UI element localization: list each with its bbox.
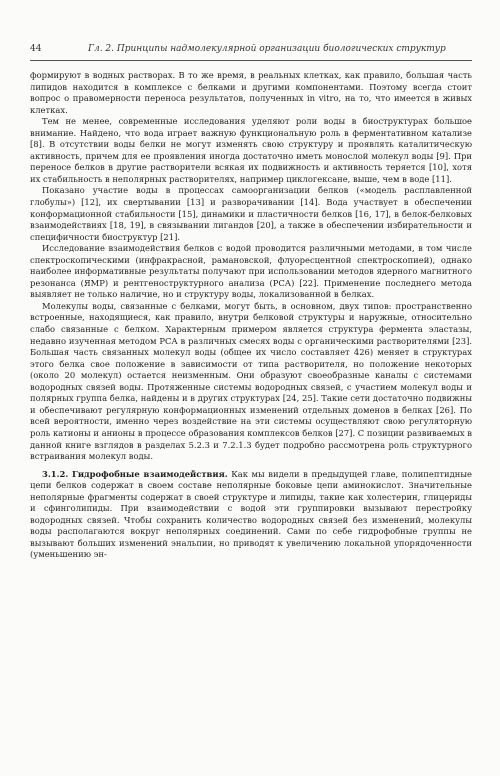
- paragraph-3: Показано участие воды в процессах самоорганизации белков («модель расплавленной глобулы») [12], их свертывании [13] и разворачивании [14]. Вода участвует в обеспечении конформационной стабильности [15], динамики и пластичности белков [16, 17], в белок-белковых взаимодействиях [18, 19], в связывании лигандов [20], а также в обеспечении избирательности и специфичности биоструктур [21].: [30, 185, 472, 242]
- page-number: 44: [30, 44, 42, 54]
- paragraph-4: Исследование взаимодействия белков с водой проводится различными методами, в том числе спектроскопическими (инфракрасной, рамановской, флуоресцентной спектроскопией), однако наиболее информативные результаты получают при использовании методов ядерного магнитного резонанса (ЯМР) и рентгеноструктурного анализа (РСА) [22]. Применение последнего метода выявляет не только наличие, но и структуру воды, локализованной в белках.: [30, 243, 472, 300]
- header-rule: [30, 60, 472, 61]
- section-title: 3.1.2. Гидрофобные взаимодействия.: [42, 468, 228, 479]
- paragraph-1: формируют в водных растворах. В то же время, в реальных клетках, как правило, большая часть липидов находится в комплексе с белками и другими компонентами. Поэтому всегда стоит вопрос о правомерности переноса результатов, полученных in vitro, на то, что имеется в живых клетках.: [30, 70, 472, 115]
- paragraph-2: Тем не менее, современные исследования уделяют роли воды в биоструктурах большое внимание. Найдено, что вода играет важную функциональную роль в ферментативном катализе [8]. В отсутствии воды белки не могут изменять свою структуру и проявлять каталитическую активность, причем для ее проявления иногда достаточно иметь монослой молекул воды [9]. При переносе белков в другие растворители всякая их подвижность и активность теряется [10], хотя их стабильность в неполярных растворителях, например циклогексане, выше, чем в воде [11].: [30, 116, 472, 184]
- section-text: Как мы видели в предыдущей главе, полипептидные цепи белков содержат в своем составе неполярные боковые цепи аминокислот. Значительные неполярные фрагменты содержат в своей структуре и липиды, такие как холестерин, глицериды и сфинголипиды. При взаимодействии с водой эти группировки вызывают перестройку водородных связей. Чтобы сохранить количество водородных связей без изменений, молекулы воды располагаются вокруг неполярных соединений. Сами по себе гидрофобные группы не вызывают больших изменений энальпии, но приводят к увеличению локальной упорядоченности (уменьшению эн-: [30, 468, 472, 560]
- page-body: [30, 70, 472, 561]
- page-header: [30, 42, 472, 56]
- paragraph-5: Молекулы воды, связанные с белками, могут быть, в основном, двух типов: пространственно встроенные, находящиеся, как правило, внутри белковой структуры и наружные, относительно слабо связанные с белком. Характерным примером является структура фермента эластазы, недавно изученная методом РСА в различных смесях воды с органическими растворителями [23]. Большая часть связанных молекул воды (общее их число составляет 426) меняет в структурах этого белка свое положение в зависимости от типа растворителя, но положение некоторых (около 20 молекул) остается неизменным. Они образуют своеобразные каналы с системами водородных связей воды. Протяженные системы водородных связей, с участием молекул воды и полярных группа белка, найдены и в других структурах [24, 25]. Такие сети достаточно подвижны и обеспечивают регулярную конформационных изменений отдельных доменов в белках [26]. По всей вероятности, именно через воздействие на эти системы осуществляют свою регуляторную роль катионы и анионы в процессе образования комплексов белков [27]. С позиции развиваемых в данной книге взглядов в разделах 5.2.3 и 7.2.1.3 будет подробно рассмотрена роль структурного встраивания молекул воды.: [30, 300, 472, 462]
- running-title: Гл. 2. Принципы надмолекулярной организации биологических структур: [88, 44, 446, 54]
- section-paragraph: [30, 469, 472, 561]
